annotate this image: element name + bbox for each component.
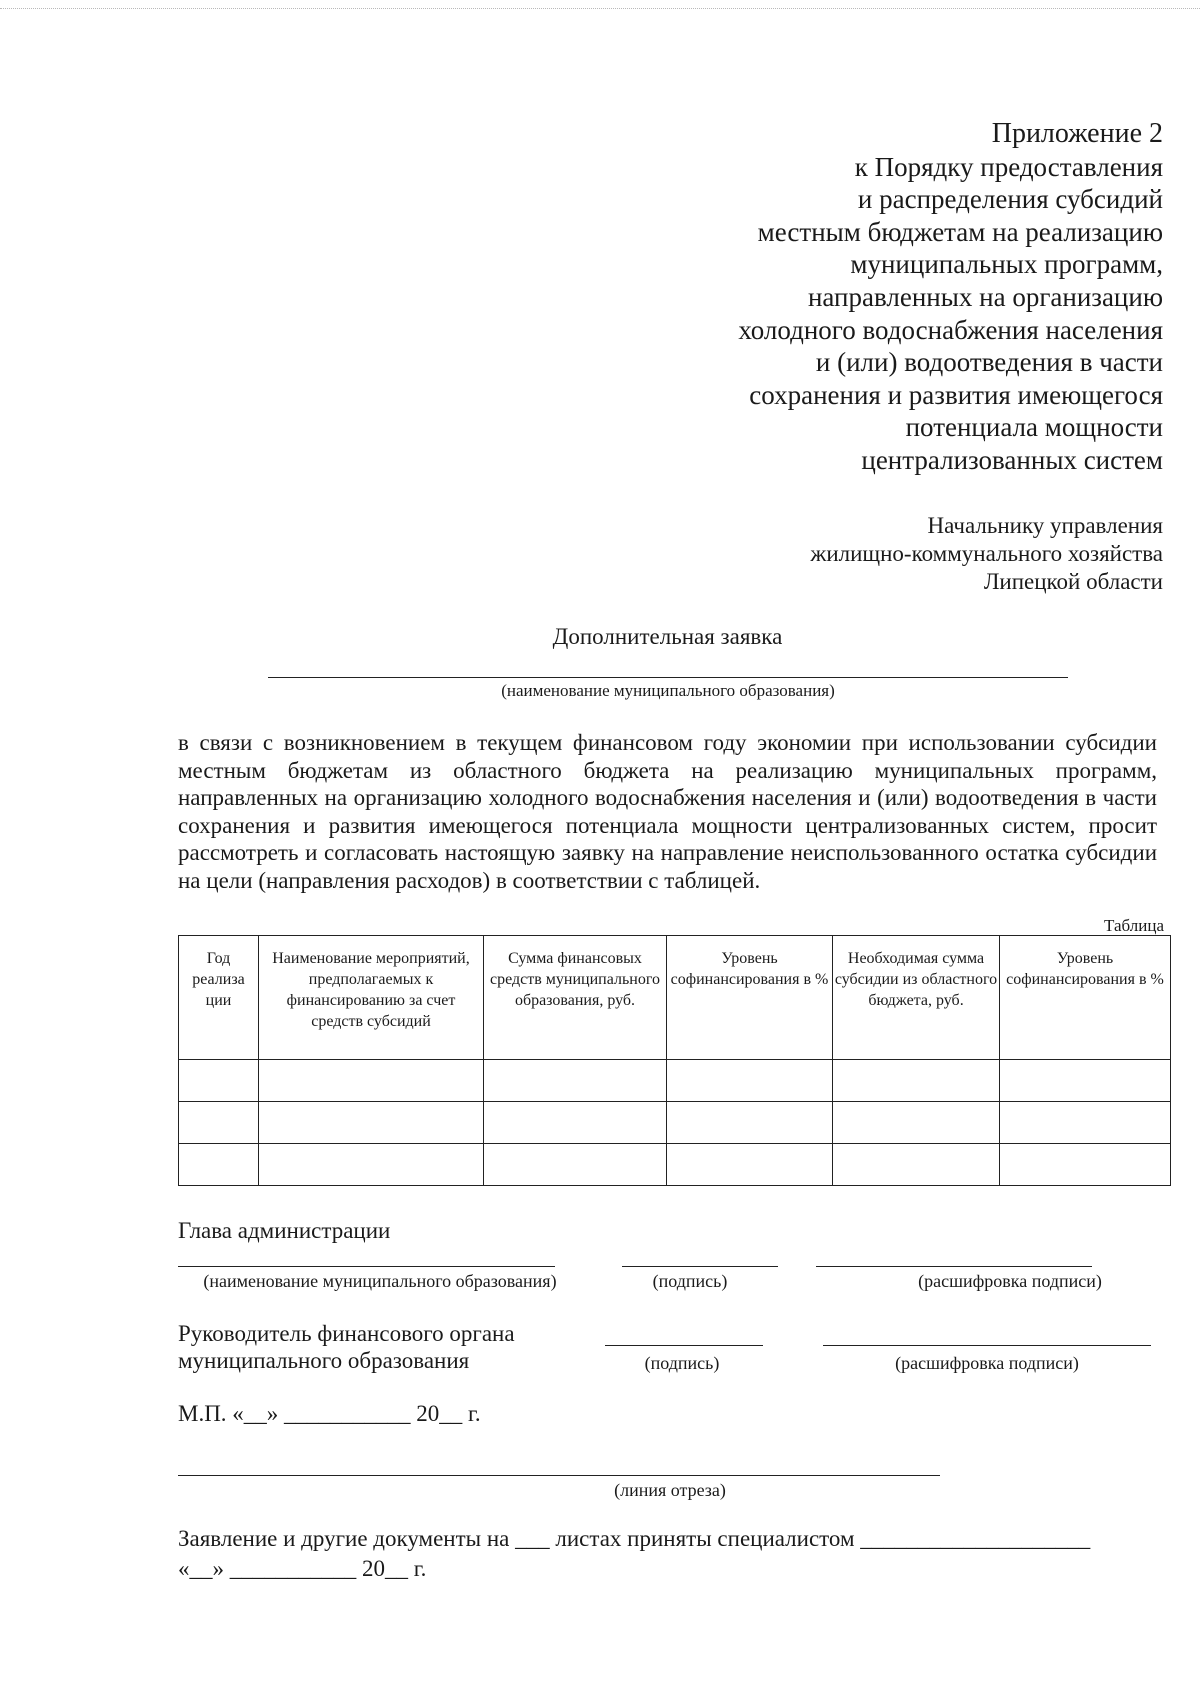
municipality-caption: (наименование муниципального образования) (501, 681, 835, 700)
stamp-and-date-line: М.П. «__» ___________ 20__ г. (178, 1401, 481, 1426)
table-cell[interactable] (484, 1060, 667, 1102)
municipality-fill-line[interactable] (268, 677, 1068, 678)
table-row (179, 1102, 1171, 1144)
addressee-line: жилищно-коммунального хозяйства (810, 541, 1163, 566)
appendix-line: потенциала мощности (905, 412, 1163, 443)
header-cell-cofinancing-level: Уровень софинансирования в % (667, 936, 833, 1060)
table-header-row (179, 936, 1171, 1060)
header-cell-year: Год реализа ции (179, 936, 259, 1060)
table-cell[interactable] (1000, 1144, 1171, 1186)
addressee-line: Липецкой области (983, 569, 1163, 594)
appendix-title: Приложение 2 (991, 118, 1163, 149)
table-cell[interactable] (667, 1102, 833, 1144)
table-cell[interactable] (667, 1060, 833, 1102)
appendix-line: местным бюджетам на реализацию (757, 216, 1163, 247)
appendix-header (603, 118, 1163, 477)
appendix-line: холодного водоснабжения населения (738, 314, 1163, 345)
header-cell-municipal-funds: Сумма финансовых средств муниципального образования, руб. (484, 936, 667, 1060)
header-cell-cofinancing-level-2: Уровень софинансирования в % (1000, 936, 1171, 1060)
head-of-administration-label: Глава администрации (178, 1218, 391, 1243)
financial-head-label-line1: Руководитель финансового органа (178, 1321, 515, 1346)
table-row (179, 1144, 1171, 1186)
table-cell[interactable] (484, 1144, 667, 1186)
appendix-line: и (или) водоотведения в части (815, 347, 1163, 378)
table-cell[interactable] (259, 1144, 484, 1186)
request-body-text: в связи с возникновением в текущем финансовом году экономии при использовании субсидии местным бюджетам из областного бюджета на реализацию муниципальных программ, направленных на организацию холодного водоснабжения населения и (или) водоотведения в части сохранения и развития имеющегося потенциала мощности централизованных систем, просит рассмотреть и согласовать настоящую заявку на направление неиспользованного остатка субсидии на цели (направления расходов) в соответствии с таблицей. (178, 730, 1157, 893)
table-row (179, 1060, 1171, 1102)
table-cell[interactable] (179, 1102, 259, 1144)
head-signature-line[interactable] (622, 1266, 778, 1267)
table-cell[interactable] (833, 1144, 1000, 1186)
table-cell[interactable] (484, 1102, 667, 1144)
head-municipality-caption: (наименование муниципального образования) (203, 1271, 557, 1291)
table-cell[interactable] (833, 1060, 1000, 1102)
header-cell-activities: Наименование мероприятий, предполагаемых к финансированию за счет средств субсидий (259, 936, 484, 1060)
head-signature-caption: (подпись) (652, 1271, 728, 1291)
table-cell[interactable] (259, 1060, 484, 1102)
scan-edge-artifact (0, 8, 1200, 11)
financial-decode-caption: (расшифровка подписи) (895, 1353, 1079, 1373)
table-cell[interactable] (179, 1144, 259, 1186)
table-cell[interactable] (1000, 1060, 1171, 1102)
appendix-line: централизованных систем (861, 444, 1163, 475)
cut-line-caption: (линия отреза) (614, 1480, 726, 1500)
appendix-line: и распределения субсидий (857, 184, 1163, 215)
head-decode-caption: (расшифровка подписи) (918, 1271, 1102, 1291)
header-cell-required-subsidy: Необходимая сумма субсидии из областного бюджета, руб. (833, 936, 1000, 1060)
appendix-line: направленных на организацию (807, 281, 1163, 312)
table-cell[interactable] (1000, 1102, 1171, 1144)
table-cell[interactable] (667, 1144, 833, 1186)
table-caption: Таблица (1104, 916, 1164, 935)
appendix-line: к Порядку предоставления (854, 151, 1163, 182)
financial-head-label-line2: муниципального образования (178, 1348, 470, 1373)
cut-line (178, 1475, 940, 1476)
form-title: Дополнительная заявка (552, 624, 783, 649)
documents-accepted-date: «__» ___________ 20__ г. (178, 1556, 427, 1581)
financial-decode-line[interactable] (823, 1345, 1151, 1346)
appendix-line: сохранения и развития имеющегося (749, 379, 1163, 410)
head-decode-line[interactable] (816, 1266, 1092, 1267)
head-municipality-line[interactable] (178, 1266, 555, 1267)
table-cell[interactable] (179, 1060, 259, 1102)
table-cell[interactable] (259, 1102, 484, 1144)
funding-table (178, 935, 1171, 1186)
appendix-line: муниципальных программ, (850, 249, 1163, 280)
table-cell[interactable] (833, 1102, 1000, 1144)
financial-signature-line[interactable] (605, 1345, 763, 1346)
addressee-block (643, 512, 1163, 596)
documents-accepted-line: Заявление и другие документы на ___ листах приняты специалистом ____________________ (178, 1526, 1091, 1551)
financial-signature-caption: (подпись) (644, 1353, 720, 1373)
addressee-line: Начальнику управления (927, 513, 1163, 538)
